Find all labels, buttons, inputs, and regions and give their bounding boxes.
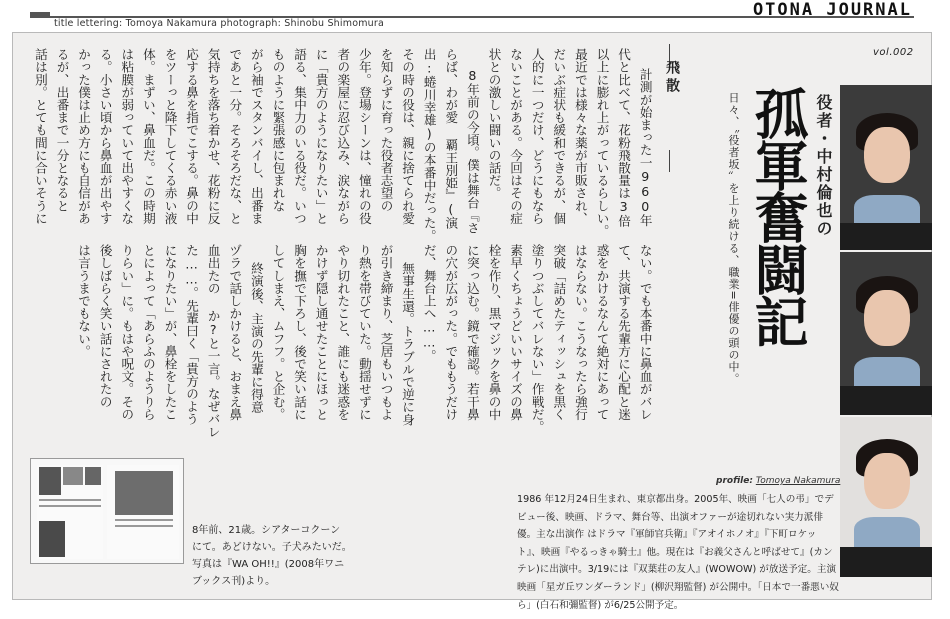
article-column: 代と比べて、花粉飛散量は3倍: [616, 48, 632, 227]
article-column: 無事生還。トラブルで逆に身: [400, 262, 416, 426]
article-column: 出:蜷川幸雄)の本番中だった。: [421, 48, 437, 242]
article-column: 素早くちょうどいいサイズの鼻: [508, 244, 524, 421]
caption-line: ブックス刊)より。: [192, 576, 276, 587]
magazine-logo: OTONA JOURNAL: [752, 0, 912, 20]
article-column: た……。先輩曰く「貴方のよう: [184, 244, 200, 426]
article-heading: 飛散: [664, 60, 680, 96]
profile-name: Tomoya Nakamura: [755, 476, 841, 486]
portrait-photo-1: [840, 85, 932, 250]
credits: title lettering: Tomoya Nakamura photograph: Shinobu Shimomura: [54, 18, 385, 29]
inset-caption: [192, 522, 382, 590]
article-column: 人的に一つだけ、どうにもなら: [529, 48, 545, 225]
article-column: 計測が始まった一960年: [637, 68, 653, 227]
series-subtitle: 日々、〝役者坂〟を上り続ける、職業=俳優の頭の中。: [727, 92, 740, 385]
article-column: は言うまでもない。: [76, 244, 92, 358]
series-title-lettering: 孤軍奮闘記: [746, 86, 810, 346]
article-column: に「貴方のようになりたい」と: [313, 48, 329, 225]
article-column: かけず隠し通せたことにほっと: [313, 244, 329, 421]
article-column: 少年。登場シーンは、憧れの役: [356, 48, 372, 225]
heading-rule-bottom: [669, 150, 670, 172]
article-column: は粘膜が弱っていて出やすくな: [119, 48, 135, 225]
article-column: ない。でも本番中に鼻血がバレ: [637, 244, 653, 421]
series-author: 役者・中村倫也の: [814, 94, 833, 238]
article-column: やり切れたこと、誰にも迷惑を: [335, 244, 351, 421]
article-column: 最近では様々な薬が市販され、: [572, 48, 588, 225]
volume-number: vol.002: [873, 47, 914, 58]
article-column: り熱を帯びていた。動揺せずに: [356, 244, 372, 421]
article-column: をツーっと降下してくる赤い液: [162, 48, 178, 225]
article-column: りらい」に。もはや呪文。その: [119, 244, 135, 421]
article-column: て、共演する先輩方に心配と迷: [616, 244, 632, 421]
article-column: を知らずに育った役者志望の: [378, 48, 394, 212]
article-column: らば、わが愛 覇王別姫』(演: [443, 48, 459, 230]
article-column: ものように緊張感に包まれな: [270, 48, 286, 212]
article-column: してしまえ、ムフフ。と企む。: [270, 244, 286, 421]
article-column: ないことがある。今回はその症: [508, 48, 524, 225]
article-column: 話は別。とても間に合いそうに: [32, 48, 48, 225]
article-column: 栓を作り、黒マジックを鼻の中: [486, 244, 502, 421]
article-column: 語る、集中力のいる役だ。いつ: [292, 48, 308, 225]
article-column: 応する鼻を指でこする。鼻の中: [184, 48, 200, 225]
profile-label: [716, 476, 840, 486]
article-column: が引き締まり、芝居もいつもよ: [378, 244, 394, 421]
article-column: だ、舞台上へ……。: [421, 244, 437, 363]
article-column: 者の楽屋に忍び込み、涙ながら: [335, 48, 351, 225]
article-column: に突っ込む。鏡で確認。若干鼻: [464, 244, 480, 421]
article-column: 胸を撫で下ろし、後で笑い話に: [292, 244, 308, 421]
portrait-photo-2: [840, 252, 932, 415]
profile-label-prefix: profile:: [716, 476, 753, 486]
article-column: その時の役は、親に捨てられ愛: [400, 48, 416, 225]
caption-line: 8年前、21歳。シアターコクーン: [192, 525, 341, 536]
article-column: 8年前の今頃。僕は舞台『さ: [464, 68, 480, 235]
article-column: ヅラで話しかけると、おまえ鼻: [227, 244, 243, 421]
article-column: 塗りつぶしてバレない」作戦だ。: [529, 244, 545, 433]
article-column: 状との激しい闘いの話だ。: [486, 48, 502, 200]
article-column: 惑をかけるなんて絶対にあって: [594, 244, 610, 421]
article-column: 突破「詰めたティッシュを黒く: [551, 244, 567, 421]
article-column: の穴が広がった。でももうだけ: [443, 244, 459, 421]
article-column: 気持ちを落ち着かせ、花粉に反: [205, 48, 221, 225]
article-column: になりたい」が、鼻栓をしたこ: [162, 244, 178, 421]
article-column: るが、出番まで一分となると: [54, 48, 70, 212]
article-column: であと一分。そろそろだな、と: [227, 48, 243, 225]
profile-text: 1986 年12月24日生まれ、東京都出身。2005年、映画「七人の弔」でデビュー後、映画、ドラマ、舞台等、出演オファーが途切れない実力派俳優。主な出演作 はドラマ『軍師官兵衛』『アオイホノオ』『下町ロケット』、映画『やるっきゃ騎士』他。現在は『お義父さんと呼ばせて』(カンテレ)に出演中。3/19には『双葉荘の友人』(WOWOW) が放送予定。主演映画「星ガ丘ワンダーランド」(柳沢翔監督) が公開中。「日本で一番悪い奴ら」(白石和彌監督) が6/25公開予定。: [517, 494, 839, 611]
article-column: がら袖でスタンバイし、出番ま: [248, 48, 264, 225]
portrait-photo-3: [840, 417, 932, 577]
caption-line: にて。あどけない。子犬みたいだ。: [192, 542, 352, 553]
inset-magazine-photo: [30, 458, 184, 564]
article-column: かった僕は止め方にも自信があ: [76, 48, 92, 225]
article-column: だいぶ症状も緩和できるが、個: [551, 48, 567, 225]
article-column: 血出たの か?と一言。なぜバレ: [205, 244, 221, 438]
article-column: 以上に膨れ上がっているらしい。: [594, 48, 610, 237]
article-column: る。小さい頃から鼻血が出やす: [97, 48, 113, 225]
article-column: はならない。こうなったら強行: [572, 244, 588, 421]
article-column: とによって「あらふのようりら: [140, 244, 156, 421]
article-column: 終演後、主演の先輩に得意: [248, 262, 264, 414]
article-column: 体。まずい、鼻血だ。この時期: [140, 48, 156, 225]
article-column: 後しばらく笑い話にされたの: [97, 244, 113, 408]
caption-line: 写真は『WA OH!!』(2008年ワニ: [192, 559, 345, 570]
